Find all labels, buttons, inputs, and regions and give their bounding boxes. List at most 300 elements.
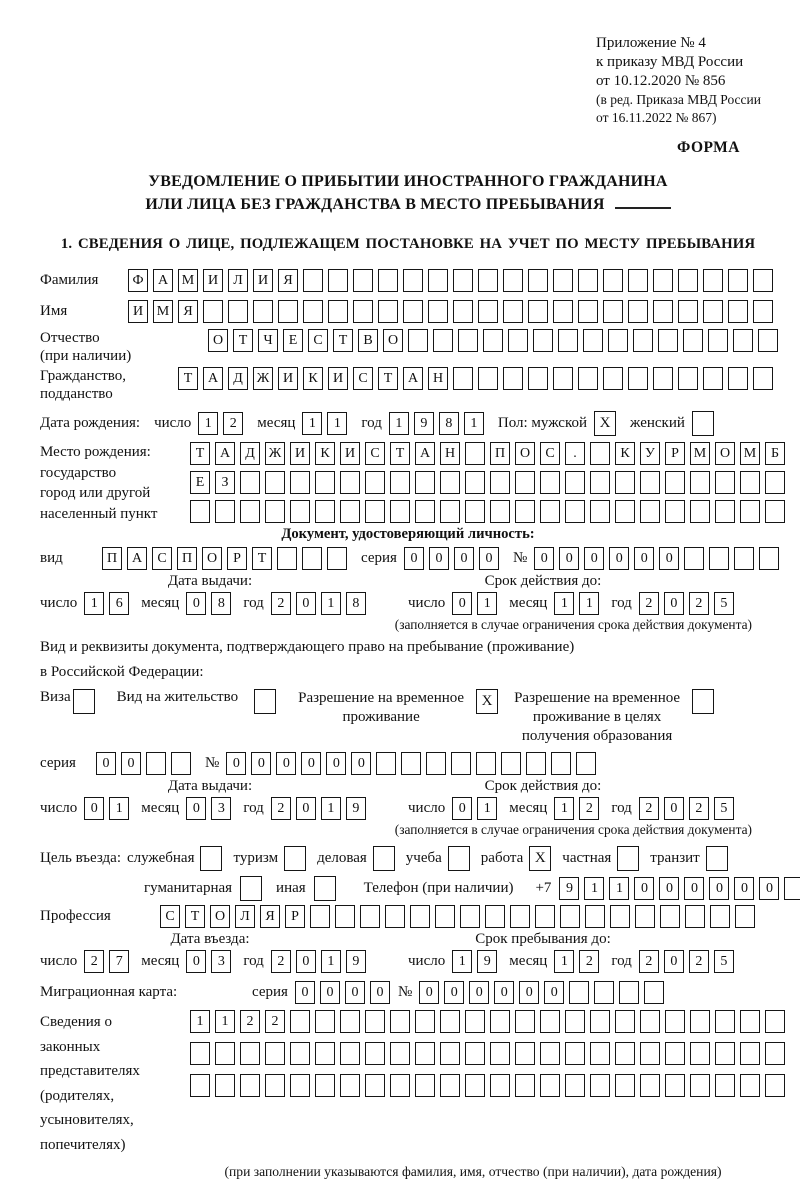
char-cell[interactable]: Ч bbox=[258, 329, 278, 352]
char-cell[interactable] bbox=[608, 329, 628, 352]
char-cell[interactable] bbox=[619, 981, 639, 1004]
char-cell[interactable] bbox=[310, 905, 330, 928]
char-cell[interactable]: Я bbox=[278, 269, 298, 292]
char-cell[interactable]: Т bbox=[233, 329, 253, 352]
char-cell[interactable] bbox=[703, 300, 723, 323]
char-cell[interactable] bbox=[240, 1042, 260, 1065]
char-cell[interactable] bbox=[490, 1042, 510, 1065]
char-cell[interactable] bbox=[478, 269, 498, 292]
char-cell[interactable]: 8 bbox=[346, 592, 366, 615]
char-cell[interactable] bbox=[603, 300, 623, 323]
char-cell[interactable]: 0 bbox=[429, 547, 449, 570]
char-cell[interactable] bbox=[478, 367, 498, 390]
char-cell[interactable]: 2 bbox=[271, 950, 291, 973]
char-cell[interactable] bbox=[703, 269, 723, 292]
char-cell[interactable] bbox=[365, 500, 385, 523]
char-cell[interactable]: 0 bbox=[664, 592, 684, 615]
char-cell[interactable] bbox=[733, 329, 753, 352]
char-cell[interactable] bbox=[640, 1042, 660, 1065]
char-cell[interactable] bbox=[510, 905, 530, 928]
char-cell[interactable] bbox=[485, 905, 505, 928]
char-cell[interactable]: Н bbox=[428, 367, 448, 390]
char-cell[interactable] bbox=[390, 1074, 410, 1097]
study-checkbox[interactable] bbox=[448, 846, 470, 871]
char-cell[interactable]: 1 bbox=[554, 592, 574, 615]
char-cell[interactable] bbox=[728, 269, 748, 292]
char-cell[interactable] bbox=[478, 300, 498, 323]
char-cell[interactable] bbox=[558, 329, 578, 352]
char-cell[interactable]: С bbox=[160, 905, 180, 928]
char-cell[interactable] bbox=[740, 1074, 760, 1097]
char-cell[interactable]: Д bbox=[240, 442, 260, 465]
char-cell[interactable] bbox=[451, 752, 471, 775]
char-cell[interactable]: 2 bbox=[84, 950, 104, 973]
char-cell[interactable]: Р bbox=[227, 547, 247, 570]
char-cell[interactable] bbox=[315, 500, 335, 523]
char-cell[interactable] bbox=[765, 1074, 785, 1097]
char-cell[interactable]: 0 bbox=[494, 981, 514, 1004]
char-cell[interactable] bbox=[533, 329, 553, 352]
char-cell[interactable]: 5 bbox=[714, 797, 734, 820]
char-cell[interactable] bbox=[653, 269, 673, 292]
char-cell[interactable]: Б bbox=[765, 442, 785, 465]
char-cell[interactable] bbox=[265, 1074, 285, 1097]
char-cell[interactable]: 2 bbox=[689, 592, 709, 615]
char-cell[interactable] bbox=[190, 500, 210, 523]
char-cell[interactable]: 0 bbox=[186, 592, 206, 615]
char-cell[interactable] bbox=[171, 752, 191, 775]
char-cell[interactable] bbox=[665, 500, 685, 523]
char-cell[interactable] bbox=[658, 329, 678, 352]
char-cell[interactable]: П bbox=[177, 547, 197, 570]
char-cell[interactable] bbox=[365, 471, 385, 494]
char-cell[interactable]: 0 bbox=[226, 752, 246, 775]
char-cell[interactable]: 0 bbox=[84, 797, 104, 820]
char-cell[interactable] bbox=[303, 269, 323, 292]
humanitarian-checkbox[interactable] bbox=[240, 876, 262, 901]
char-cell[interactable] bbox=[528, 269, 548, 292]
char-cell[interactable] bbox=[328, 269, 348, 292]
char-cell[interactable]: 5 bbox=[714, 592, 734, 615]
char-cell[interactable] bbox=[678, 269, 698, 292]
char-cell[interactable] bbox=[465, 1010, 485, 1033]
char-cell[interactable]: 0 bbox=[634, 547, 654, 570]
char-cell[interactable] bbox=[440, 500, 460, 523]
char-cell[interactable] bbox=[335, 905, 355, 928]
char-cell[interactable]: П bbox=[102, 547, 122, 570]
char-cell[interactable]: 1 bbox=[477, 797, 497, 820]
char-cell[interactable] bbox=[553, 367, 573, 390]
char-cell[interactable]: 7 bbox=[109, 950, 129, 973]
char-cell[interactable] bbox=[515, 1042, 535, 1065]
char-cell[interactable]: 1 bbox=[321, 950, 341, 973]
char-cell[interactable] bbox=[734, 547, 754, 570]
char-cell[interactable] bbox=[765, 1010, 785, 1033]
char-cell[interactable]: 9 bbox=[559, 877, 579, 900]
char-cell[interactable]: 1 bbox=[464, 412, 484, 435]
char-cell[interactable]: . bbox=[565, 442, 585, 465]
char-cell[interactable] bbox=[740, 1010, 760, 1033]
char-cell[interactable]: 0 bbox=[479, 547, 499, 570]
char-cell[interactable] bbox=[390, 500, 410, 523]
char-cell[interactable]: 3 bbox=[211, 950, 231, 973]
char-cell[interactable] bbox=[765, 500, 785, 523]
char-cell[interactable] bbox=[553, 269, 573, 292]
work-checkbox[interactable]: X bbox=[529, 846, 551, 871]
temp-residence-checkbox[interactable]: X bbox=[476, 689, 498, 714]
char-cell[interactable]: 0 bbox=[121, 752, 141, 775]
char-cell[interactable] bbox=[365, 1010, 385, 1033]
char-cell[interactable]: О bbox=[383, 329, 403, 352]
char-cell[interactable] bbox=[458, 329, 478, 352]
char-cell[interactable] bbox=[715, 1074, 735, 1097]
char-cell[interactable]: 0 bbox=[296, 950, 316, 973]
char-cell[interactable] bbox=[753, 367, 773, 390]
official-checkbox[interactable] bbox=[200, 846, 222, 871]
char-cell[interactable]: Е bbox=[190, 471, 210, 494]
char-cell[interactable]: 0 bbox=[519, 981, 539, 1004]
char-cell[interactable]: О bbox=[515, 442, 535, 465]
char-cell[interactable] bbox=[483, 329, 503, 352]
char-cell[interactable] bbox=[490, 500, 510, 523]
char-cell[interactable] bbox=[453, 367, 473, 390]
char-cell[interactable] bbox=[490, 1010, 510, 1033]
char-cell[interactable] bbox=[228, 300, 248, 323]
char-cell[interactable] bbox=[277, 547, 297, 570]
char-cell[interactable] bbox=[215, 500, 235, 523]
char-cell[interactable] bbox=[503, 300, 523, 323]
char-cell[interactable] bbox=[515, 500, 535, 523]
char-cell[interactable]: 0 bbox=[301, 752, 321, 775]
char-cell[interactable]: В bbox=[358, 329, 378, 352]
char-cell[interactable]: Р bbox=[285, 905, 305, 928]
char-cell[interactable] bbox=[265, 471, 285, 494]
char-cell[interactable] bbox=[710, 905, 730, 928]
char-cell[interactable] bbox=[340, 1010, 360, 1033]
char-cell[interactable]: 1 bbox=[327, 412, 347, 435]
char-cell[interactable] bbox=[758, 329, 778, 352]
char-cell[interactable] bbox=[535, 905, 555, 928]
char-cell[interactable] bbox=[640, 500, 660, 523]
char-cell[interactable]: 2 bbox=[579, 797, 599, 820]
char-cell[interactable] bbox=[759, 547, 779, 570]
char-cell[interactable] bbox=[565, 1042, 585, 1065]
char-cell[interactable]: 0 bbox=[684, 877, 704, 900]
char-cell[interactable] bbox=[415, 1074, 435, 1097]
char-cell[interactable] bbox=[315, 1042, 335, 1065]
char-cell[interactable] bbox=[340, 1042, 360, 1065]
char-cell[interactable]: 0 bbox=[609, 547, 629, 570]
char-cell[interactable] bbox=[401, 752, 421, 775]
char-cell[interactable] bbox=[690, 1010, 710, 1033]
char-cell[interactable] bbox=[578, 300, 598, 323]
char-cell[interactable] bbox=[190, 1042, 210, 1065]
char-cell[interactable] bbox=[460, 905, 480, 928]
char-cell[interactable]: Т bbox=[333, 329, 353, 352]
char-cell[interactable] bbox=[415, 1010, 435, 1033]
char-cell[interactable] bbox=[665, 1042, 685, 1065]
char-cell[interactable] bbox=[528, 300, 548, 323]
char-cell[interactable]: М bbox=[153, 300, 173, 323]
char-cell[interactable] bbox=[728, 300, 748, 323]
char-cell[interactable] bbox=[501, 752, 521, 775]
char-cell[interactable]: 0 bbox=[452, 797, 472, 820]
char-cell[interactable]: 0 bbox=[251, 752, 271, 775]
char-cell[interactable]: 0 bbox=[345, 981, 365, 1004]
char-cell[interactable] bbox=[569, 981, 589, 1004]
char-cell[interactable]: Ф bbox=[128, 269, 148, 292]
char-cell[interactable] bbox=[633, 329, 653, 352]
char-cell[interactable]: 0 bbox=[296, 797, 316, 820]
char-cell[interactable]: 0 bbox=[186, 797, 206, 820]
char-cell[interactable] bbox=[644, 981, 664, 1004]
char-cell[interactable] bbox=[360, 905, 380, 928]
char-cell[interactable] bbox=[715, 1042, 735, 1065]
char-cell[interactable] bbox=[515, 471, 535, 494]
char-cell[interactable]: 0 bbox=[544, 981, 564, 1004]
char-cell[interactable]: И bbox=[253, 269, 273, 292]
char-cell[interactable]: Н bbox=[440, 442, 460, 465]
tourism-checkbox[interactable] bbox=[284, 846, 306, 871]
char-cell[interactable] bbox=[540, 471, 560, 494]
char-cell[interactable] bbox=[765, 1042, 785, 1065]
char-cell[interactable] bbox=[708, 329, 728, 352]
char-cell[interactable]: Т bbox=[390, 442, 410, 465]
char-cell[interactable] bbox=[583, 329, 603, 352]
char-cell[interactable] bbox=[551, 752, 571, 775]
char-cell[interactable]: 1 bbox=[109, 797, 129, 820]
char-cell[interactable]: А bbox=[153, 269, 173, 292]
residence-permit-checkbox[interactable] bbox=[254, 689, 276, 714]
char-cell[interactable]: 0 bbox=[534, 547, 554, 570]
char-cell[interactable]: 2 bbox=[271, 592, 291, 615]
char-cell[interactable] bbox=[715, 471, 735, 494]
char-cell[interactable] bbox=[690, 500, 710, 523]
char-cell[interactable] bbox=[565, 1074, 585, 1097]
char-cell[interactable] bbox=[278, 300, 298, 323]
char-cell[interactable]: 2 bbox=[271, 797, 291, 820]
char-cell[interactable]: И bbox=[278, 367, 298, 390]
char-cell[interactable]: Е bbox=[283, 329, 303, 352]
char-cell[interactable] bbox=[528, 367, 548, 390]
char-cell[interactable]: 8 bbox=[439, 412, 459, 435]
char-cell[interactable]: О bbox=[715, 442, 735, 465]
char-cell[interactable] bbox=[678, 367, 698, 390]
char-cell[interactable]: 1 bbox=[321, 797, 341, 820]
char-cell[interactable] bbox=[327, 547, 347, 570]
char-cell[interactable]: 5 bbox=[714, 950, 734, 973]
char-cell[interactable]: 0 bbox=[296, 592, 316, 615]
char-cell[interactable]: И bbox=[290, 442, 310, 465]
char-cell[interactable] bbox=[465, 1042, 485, 1065]
char-cell[interactable]: 0 bbox=[326, 752, 346, 775]
char-cell[interactable] bbox=[615, 1074, 635, 1097]
char-cell[interactable]: И bbox=[128, 300, 148, 323]
char-cell[interactable]: 1 bbox=[215, 1010, 235, 1033]
char-cell[interactable] bbox=[215, 1042, 235, 1065]
char-cell[interactable] bbox=[515, 1074, 535, 1097]
char-cell[interactable] bbox=[585, 905, 605, 928]
char-cell[interactable]: О bbox=[202, 547, 222, 570]
char-cell[interactable]: 3 bbox=[211, 797, 231, 820]
char-cell[interactable] bbox=[590, 1010, 610, 1033]
char-cell[interactable]: 0 bbox=[320, 981, 340, 1004]
char-cell[interactable] bbox=[603, 367, 623, 390]
char-cell[interactable] bbox=[540, 500, 560, 523]
char-cell[interactable]: 1 bbox=[198, 412, 218, 435]
char-cell[interactable] bbox=[403, 269, 423, 292]
char-cell[interactable]: 0 bbox=[634, 877, 654, 900]
char-cell[interactable] bbox=[315, 1074, 335, 1097]
visa-checkbox[interactable] bbox=[73, 689, 95, 714]
char-cell[interactable] bbox=[640, 1074, 660, 1097]
char-cell[interactable]: 9 bbox=[346, 950, 366, 973]
char-cell[interactable] bbox=[428, 300, 448, 323]
char-cell[interactable]: А bbox=[203, 367, 223, 390]
char-cell[interactable] bbox=[240, 500, 260, 523]
char-cell[interactable] bbox=[253, 300, 273, 323]
char-cell[interactable] bbox=[440, 1042, 460, 1065]
char-cell[interactable] bbox=[590, 471, 610, 494]
char-cell[interactable]: 0 bbox=[419, 981, 439, 1004]
char-cell[interactable]: И bbox=[340, 442, 360, 465]
char-cell[interactable]: 0 bbox=[659, 877, 679, 900]
char-cell[interactable] bbox=[508, 329, 528, 352]
char-cell[interactable]: 0 bbox=[659, 547, 679, 570]
char-cell[interactable]: Д bbox=[228, 367, 248, 390]
char-cell[interactable] bbox=[415, 1042, 435, 1065]
char-cell[interactable]: 1 bbox=[84, 592, 104, 615]
char-cell[interactable] bbox=[578, 269, 598, 292]
char-cell[interactable] bbox=[215, 1074, 235, 1097]
char-cell[interactable] bbox=[578, 367, 598, 390]
business-checkbox[interactable] bbox=[373, 846, 395, 871]
char-cell[interactable]: К bbox=[303, 367, 323, 390]
char-cell[interactable] bbox=[385, 905, 405, 928]
char-cell[interactable] bbox=[640, 471, 660, 494]
char-cell[interactable]: 1 bbox=[321, 592, 341, 615]
char-cell[interactable]: Р bbox=[665, 442, 685, 465]
char-cell[interactable] bbox=[340, 1074, 360, 1097]
char-cell[interactable] bbox=[565, 500, 585, 523]
char-cell[interactable]: 1 bbox=[579, 592, 599, 615]
char-cell[interactable]: Ж bbox=[253, 367, 273, 390]
char-cell[interactable] bbox=[340, 471, 360, 494]
char-cell[interactable] bbox=[410, 905, 430, 928]
char-cell[interactable] bbox=[240, 471, 260, 494]
char-cell[interactable] bbox=[540, 1042, 560, 1065]
char-cell[interactable] bbox=[735, 905, 755, 928]
char-cell[interactable]: 2 bbox=[265, 1010, 285, 1033]
char-cell[interactable]: 0 bbox=[664, 797, 684, 820]
char-cell[interactable] bbox=[476, 752, 496, 775]
char-cell[interactable]: 0 bbox=[759, 877, 779, 900]
char-cell[interactable] bbox=[590, 1074, 610, 1097]
char-cell[interactable] bbox=[503, 367, 523, 390]
char-cell[interactable]: У bbox=[640, 442, 660, 465]
char-cell[interactable]: 1 bbox=[609, 877, 629, 900]
char-cell[interactable] bbox=[576, 752, 596, 775]
char-cell[interactable]: 2 bbox=[639, 592, 659, 615]
char-cell[interactable]: 1 bbox=[477, 592, 497, 615]
char-cell[interactable] bbox=[553, 300, 573, 323]
char-cell[interactable] bbox=[709, 547, 729, 570]
char-cell[interactable] bbox=[390, 471, 410, 494]
char-cell[interactable] bbox=[683, 329, 703, 352]
char-cell[interactable]: А bbox=[403, 367, 423, 390]
char-cell[interactable] bbox=[740, 500, 760, 523]
char-cell[interactable] bbox=[703, 367, 723, 390]
char-cell[interactable]: Т bbox=[185, 905, 205, 928]
char-cell[interactable]: 0 bbox=[584, 547, 604, 570]
char-cell[interactable] bbox=[290, 1074, 310, 1097]
char-cell[interactable]: 0 bbox=[559, 547, 579, 570]
char-cell[interactable]: Ж bbox=[265, 442, 285, 465]
char-cell[interactable] bbox=[290, 471, 310, 494]
char-cell[interactable]: 0 bbox=[404, 547, 424, 570]
char-cell[interactable] bbox=[615, 1010, 635, 1033]
char-cell[interactable] bbox=[353, 300, 373, 323]
char-cell[interactable]: С bbox=[353, 367, 373, 390]
char-cell[interactable] bbox=[290, 500, 310, 523]
char-cell[interactable] bbox=[690, 1074, 710, 1097]
char-cell[interactable] bbox=[628, 269, 648, 292]
char-cell[interactable]: 9 bbox=[414, 412, 434, 435]
char-cell[interactable] bbox=[526, 752, 546, 775]
char-cell[interactable] bbox=[315, 1010, 335, 1033]
char-cell[interactable]: Т bbox=[178, 367, 198, 390]
char-cell[interactable] bbox=[628, 367, 648, 390]
char-cell[interactable]: О bbox=[208, 329, 228, 352]
char-cell[interactable]: И bbox=[203, 269, 223, 292]
char-cell[interactable] bbox=[240, 1074, 260, 1097]
char-cell[interactable] bbox=[415, 500, 435, 523]
char-cell[interactable]: 2 bbox=[223, 412, 243, 435]
char-cell[interactable]: 0 bbox=[295, 981, 315, 1004]
char-cell[interactable]: 2 bbox=[579, 950, 599, 973]
char-cell[interactable] bbox=[315, 471, 335, 494]
char-cell[interactable] bbox=[503, 269, 523, 292]
char-cell[interactable]: 6 bbox=[109, 592, 129, 615]
char-cell[interactable] bbox=[690, 471, 710, 494]
char-cell[interactable] bbox=[685, 905, 705, 928]
char-cell[interactable] bbox=[728, 367, 748, 390]
other-checkbox[interactable] bbox=[314, 876, 336, 901]
char-cell[interactable]: А bbox=[415, 442, 435, 465]
char-cell[interactable] bbox=[715, 1010, 735, 1033]
char-cell[interactable] bbox=[303, 300, 323, 323]
char-cell[interactable]: 0 bbox=[186, 950, 206, 973]
char-cell[interactable] bbox=[190, 1074, 210, 1097]
char-cell[interactable]: 8 bbox=[211, 592, 231, 615]
char-cell[interactable] bbox=[665, 1010, 685, 1033]
char-cell[interactable]: Л bbox=[228, 269, 248, 292]
char-cell[interactable]: Т bbox=[190, 442, 210, 465]
char-cell[interactable] bbox=[590, 1042, 610, 1065]
char-cell[interactable]: С bbox=[540, 442, 560, 465]
char-cell[interactable] bbox=[635, 905, 655, 928]
char-cell[interactable]: З bbox=[215, 471, 235, 494]
char-cell[interactable]: К bbox=[315, 442, 335, 465]
char-cell[interactable]: П bbox=[490, 442, 510, 465]
char-cell[interactable] bbox=[440, 471, 460, 494]
char-cell[interactable] bbox=[408, 329, 428, 352]
char-cell[interactable]: 2 bbox=[639, 797, 659, 820]
char-cell[interactable]: 0 bbox=[454, 547, 474, 570]
char-cell[interactable]: 2 bbox=[689, 950, 709, 973]
char-cell[interactable]: С bbox=[365, 442, 385, 465]
temp-residence-edu-checkbox[interactable] bbox=[692, 689, 714, 714]
